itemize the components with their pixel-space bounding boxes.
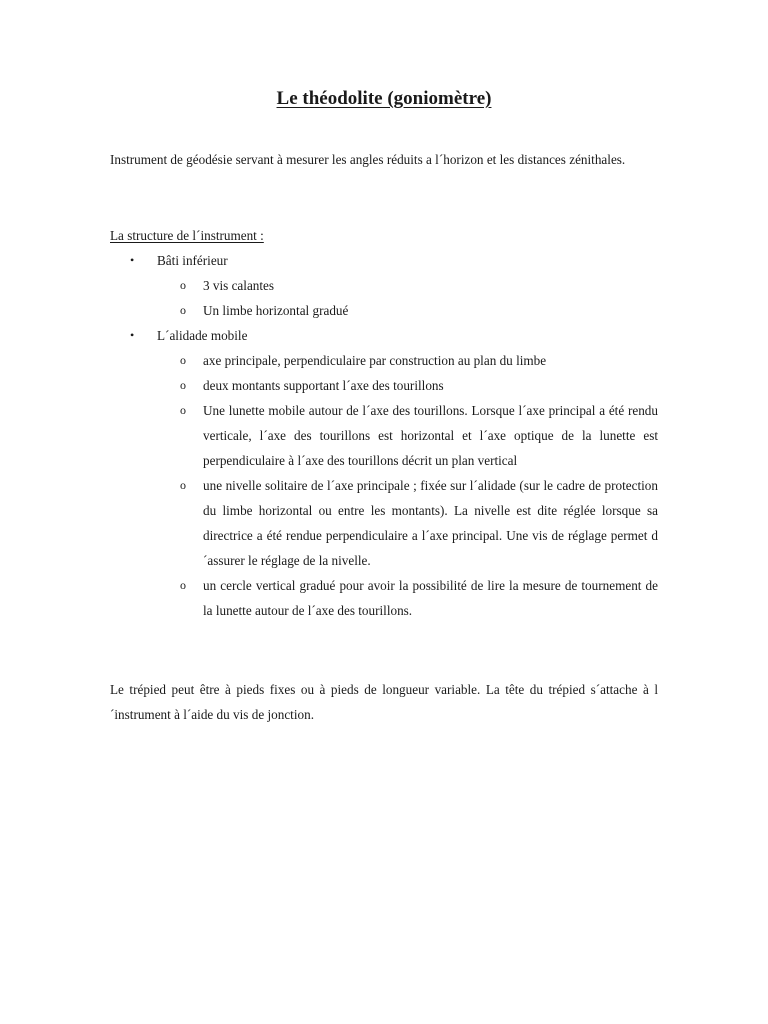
- bullet-circle: o: [180, 353, 186, 367]
- section-label: Bâti inférieur: [157, 253, 228, 268]
- list-item: [110, 473, 658, 573]
- bullet-circle: o: [180, 403, 186, 417]
- list-item-text: Une lunette mobile autour de l´axe des tourillons. Lorsque l´axe principal a été rendu verticale, l´axe des tourillons est horizontal et l´axe optique de la lunette est perpendiculaire à l´axe des tourillons décrit un plan vertical: [203, 403, 658, 468]
- intro-paragraph: Instrument de géodésie servant à mesurer les angles réduits a l´horizon et les distances zénithales.: [110, 152, 626, 167]
- bullet-circle: o: [180, 303, 186, 317]
- section-label: L´alidade mobile: [157, 328, 248, 343]
- section-alidade-mobile: [110, 323, 658, 348]
- list-item-text: 3 vis calantes: [203, 278, 275, 293]
- list-item-text: deux montants supportant l´axe des tourillons: [203, 378, 444, 393]
- list-item: [110, 398, 658, 473]
- bullet-circle: o: [180, 278, 186, 292]
- list-item-text: un cercle vertical gradué pour avoir la possibilité de lire la mesure de tournement de la lunette autour de l´axe des tourillons.: [203, 578, 658, 618]
- closing-paragraph: Le trépied peut être à pieds fixes ou à pieds de longueur variable. La tête du trépied s´attache à l´instrument à l´aide du vis de jonction.: [110, 682, 658, 722]
- bullet-dot: •: [130, 253, 135, 267]
- list-item: [110, 373, 658, 398]
- list-item-text: une nivelle solitaire de l´axe principale ; fixée sur l´alidade (sur le cadre de protection du limbe horizontal ou entre les montants). La nivelle est dite réglée lorsque sa directrice a été rendue perpendiculaire a l´axe principal. Une vis de réglage permet d´assurer le réglage de la nivelle.: [203, 478, 658, 568]
- list-item-text: Un limbe horizontal gradué: [203, 303, 349, 318]
- document-title: Le théodolite (goniomètre): [276, 88, 492, 109]
- bullet-circle: o: [180, 378, 186, 392]
- list-item-text: axe principale, perpendiculaire par construction au plan du limbe: [203, 353, 547, 368]
- list-item: [110, 298, 658, 323]
- bullet-dot: •: [130, 328, 135, 342]
- bullet-circle: o: [180, 578, 186, 592]
- list-item: [110, 273, 658, 298]
- structure-heading: La structure de l´instrument :: [110, 228, 264, 243]
- structure-outline: [110, 248, 658, 623]
- list-item: [110, 348, 658, 373]
- section-bati-inferieur: [110, 248, 658, 273]
- list-item: [110, 573, 658, 623]
- bullet-circle: o: [180, 478, 186, 492]
